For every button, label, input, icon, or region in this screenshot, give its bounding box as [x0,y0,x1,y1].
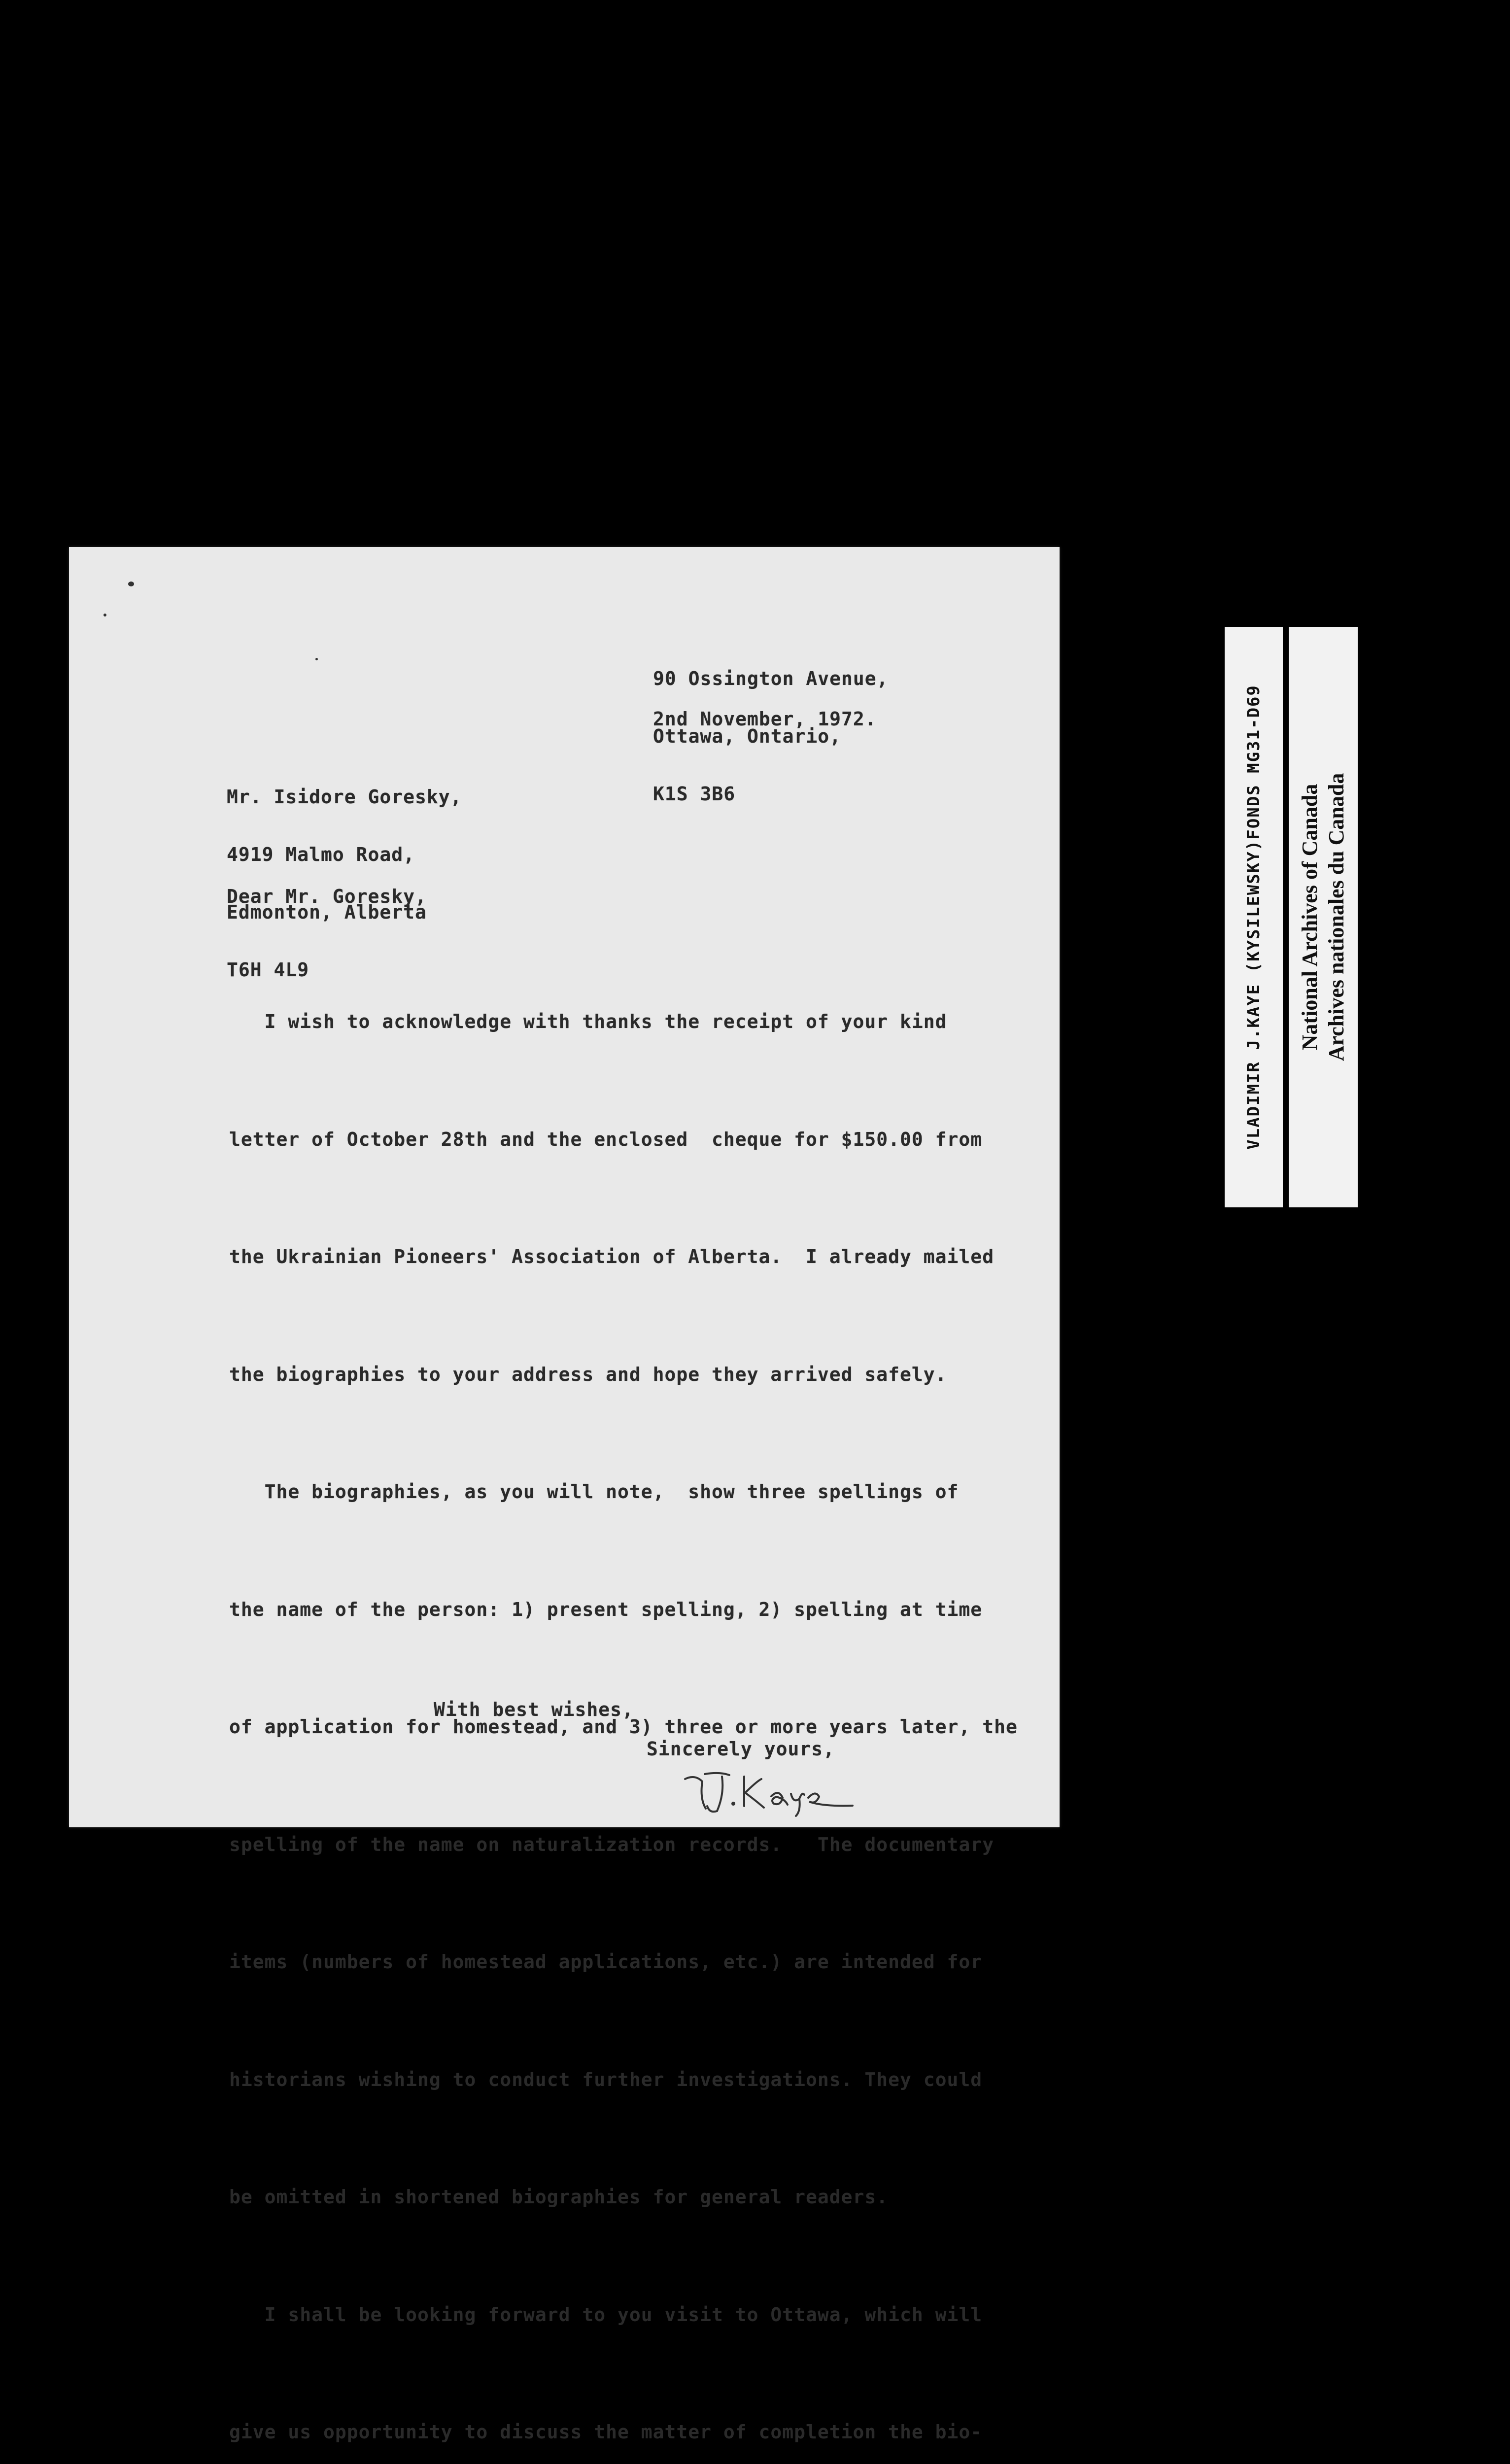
body-line: the biographies to your address and hope they arrived safely. [229,1363,947,1385]
body-line: the name of the person: 1) present spelling, 2) spelling at time [229,1598,983,1620]
body-line: items (numbers of homestead applications, etc.) are intended for [229,1951,983,1973]
fonds-label-strip [1225,627,1283,1207]
archive-label-en: National Archives of Canada [1298,784,1322,1051]
body-line: of application for homestead, and 3) three or more years later, the [229,1716,1018,1738]
archive-label-strip [1289,627,1358,1207]
body-line: historians wishing to conduct further investigations. They could [229,2068,983,2090]
handwritten-signature [675,1764,858,1818]
ink-speck [128,582,134,586]
body-line: give us opportunity to discuss the matter of completion the bio- [229,2421,983,2443]
recipient-line: Mr. Isidore Goresky, [227,786,462,808]
salutation: Dear Mr. Goresky, [227,886,427,907]
body-line: The biographies, as you will note, show three spellings of [229,1481,959,1503]
body-line: I wish to acknowledge with thanks the receipt of your kind [229,1011,947,1032]
return-address [653,631,889,842]
letter-body [229,924,1018,2464]
signoff-line: Sincerely yours, [647,1738,835,1760]
letter-page [69,547,1060,2443]
return-address-line: 90 Ossington Avenue, [653,668,889,689]
letter-date: 2nd November, 1972. [653,708,877,730]
body-line: I shall be looking forward to you visit to Ottawa, which will [229,2303,983,2326]
archive-label-fr: Archives nationales du Canada [1324,773,1348,1061]
body-line: letter of October 28th and the enclosed cheque for $150.00 from [229,1128,983,1150]
closing-line: With best wishes, [434,1699,634,1720]
recipient-line: T6H 4L9 [227,959,309,981]
body-line: be omitted in shortened biographies for general readers. [229,2186,889,2208]
fonds-label: VLADIMIR J.KAYE (KYSILEWSKY)FONDS MG31-D69 [1244,684,1264,1150]
recipient-line: Edmonton, Alberta [227,901,427,923]
body-line: spelling of the name on naturalization records. The documentary [229,1833,995,1855]
ink-speck [315,658,318,660]
return-address-line: K1S 3B6 [653,783,736,805]
ink-speck [103,614,106,616]
archive-label [1297,773,1350,1061]
return-address-line: Ottawa, Ontario, [653,725,842,747]
recipient-line: 4919 Malmo Road, [227,844,415,865]
body-line: the Ukrainian Pioneers' Association of Alberta. I already mailed [229,1246,995,1267]
